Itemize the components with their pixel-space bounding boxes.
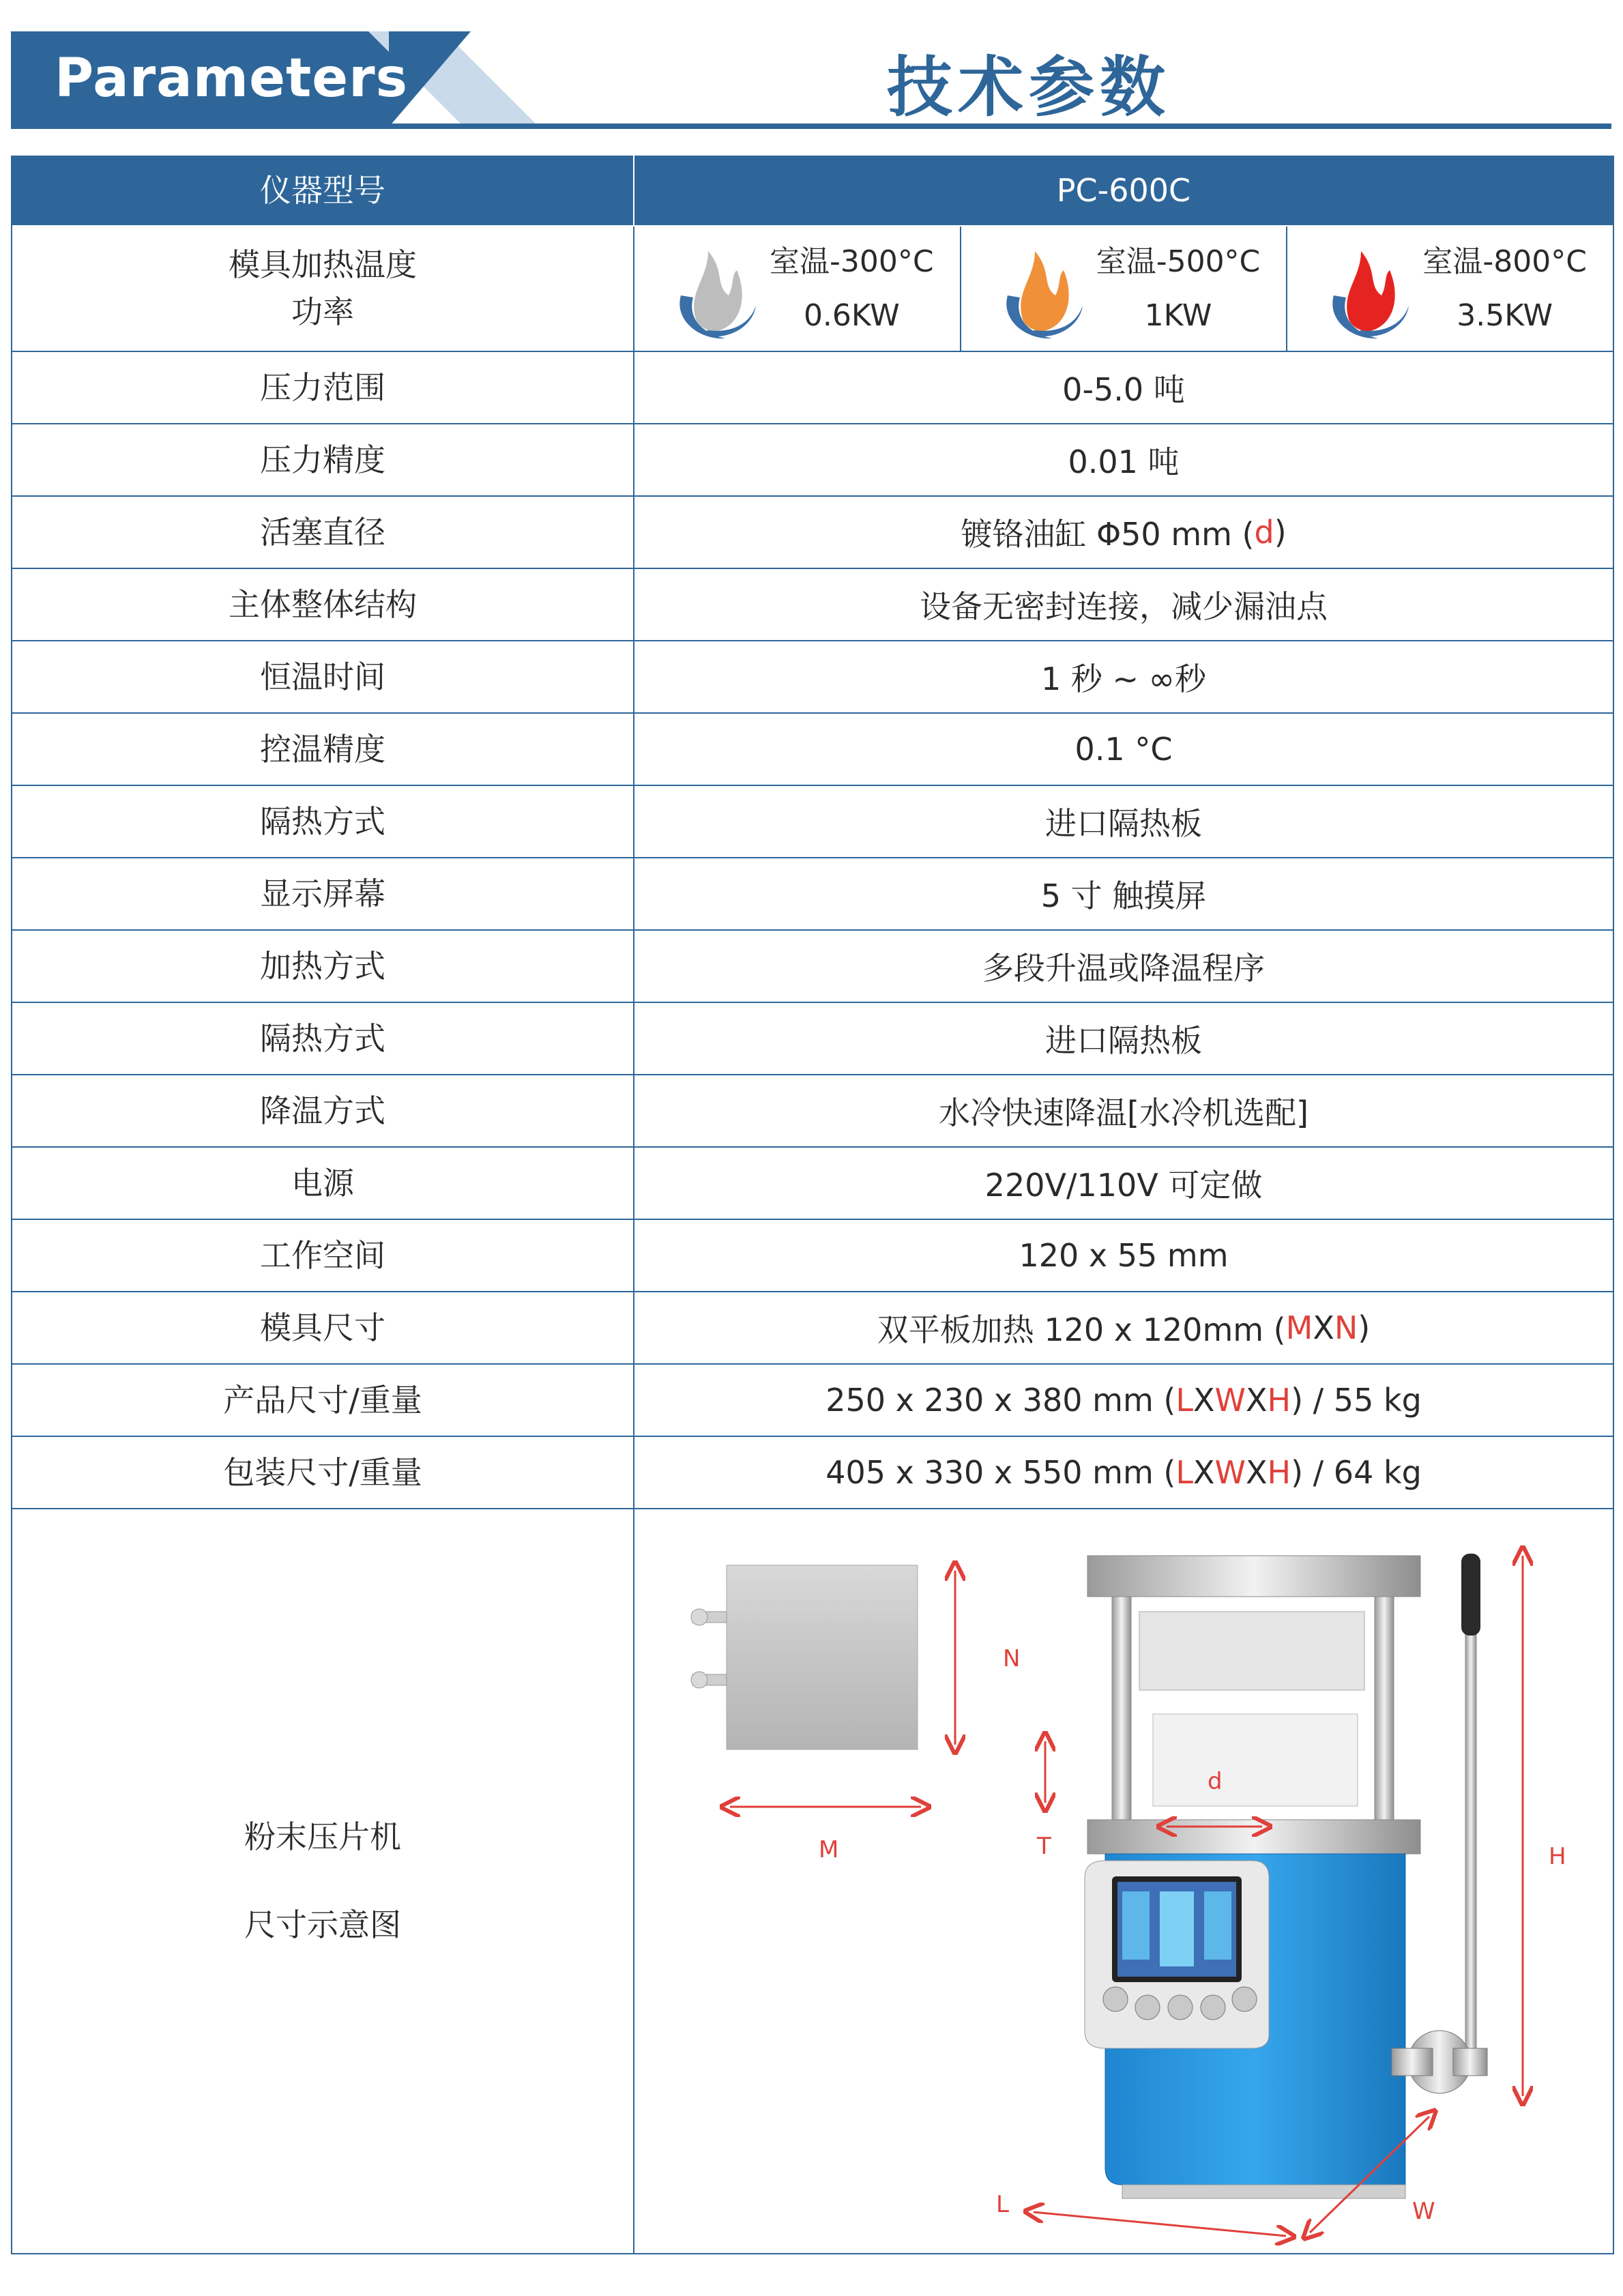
spec-value bbox=[634, 497, 1613, 568]
spec-label: 主体整体结构 bbox=[12, 569, 634, 640]
spec-value: 0.1 °C bbox=[1074, 731, 1173, 768]
spec-value: 220V/110V 可定做 bbox=[984, 1167, 1263, 1204]
spec-label: 模具尺寸 bbox=[12, 1292, 634, 1363]
spec-label: 隔热方式 bbox=[12, 786, 634, 857]
spec-label: 电源 bbox=[12, 1148, 634, 1219]
package-l-symbol: L bbox=[1175, 1454, 1193, 1491]
package-w-symbol: W bbox=[1214, 1454, 1246, 1491]
spec-value: 多段升温或降温程序 bbox=[982, 950, 1265, 987]
heating-option-3-power: 3.5KW bbox=[1457, 298, 1553, 333]
heating-option-1-power: 0.6KW bbox=[803, 298, 900, 333]
heating-option-3 bbox=[1287, 227, 1613, 351]
spec-value: 1 秒 ~ ∞秒 bbox=[1041, 660, 1206, 697]
table-row-product-size bbox=[12, 1365, 1613, 1437]
mold-x: X bbox=[1313, 1309, 1334, 1346]
spec-value: 进口隔热板 bbox=[1045, 1022, 1202, 1059]
dimension-figure-row bbox=[12, 1509, 1613, 2254]
dimension-label-m: M bbox=[819, 1836, 839, 1863]
piston-diameter-symbol: d bbox=[1254, 514, 1274, 551]
dimension-label-d: d bbox=[1208, 1768, 1223, 1795]
spec-label: 加热方式 bbox=[12, 931, 634, 1002]
dimension-label-h: H bbox=[1549, 1843, 1566, 1870]
figure-label-line1: 粉末压片机 bbox=[244, 1818, 401, 1855]
product-x: X bbox=[1246, 1382, 1268, 1419]
press-machine bbox=[1085, 1554, 1487, 2198]
table-header-row bbox=[12, 156, 1613, 227]
mold-m-symbol: M bbox=[1285, 1309, 1313, 1346]
package-weight: ) / 64 kg bbox=[1291, 1454, 1422, 1491]
table-row bbox=[12, 497, 1613, 569]
dimension-label-w: W bbox=[1412, 2198, 1435, 2225]
package-x: X bbox=[1193, 1454, 1215, 1491]
mold-n-symbol: N bbox=[1334, 1309, 1358, 1346]
product-l-symbol: L bbox=[1175, 1382, 1193, 1419]
spec-value: 进口隔热板 bbox=[1045, 805, 1202, 842]
dimension-arrow-l bbox=[1034, 2212, 1286, 2236]
spec-label: 隔热方式 bbox=[12, 1003, 634, 1074]
table-row bbox=[12, 858, 1613, 931]
model-label: 仪器型号 bbox=[12, 156, 634, 225]
piston-value-text: 镀铬油缸 Φ50 mm ( bbox=[961, 516, 1255, 553]
spec-value bbox=[634, 1437, 1613, 1508]
model-value: PC-600C bbox=[1056, 172, 1191, 209]
product-h-symbol: H bbox=[1267, 1382, 1291, 1419]
package-size-text: 405 x 330 x 550 mm ( bbox=[825, 1454, 1176, 1491]
spec-label: 显示屏幕 bbox=[12, 858, 634, 929]
table-row bbox=[12, 786, 1613, 858]
heating-option-3-temp: 室温-800°C bbox=[1422, 244, 1587, 279]
flame-icon bbox=[987, 231, 1090, 347]
package-h-symbol: H bbox=[1267, 1454, 1291, 1491]
page-header bbox=[0, 0, 1623, 136]
spec-label: 产品尺寸/重量 bbox=[12, 1365, 634, 1436]
spec-value bbox=[634, 1365, 1613, 1436]
spec-label: 恒温时间 bbox=[12, 641, 634, 712]
heating-label-line2: 功率 bbox=[291, 293, 354, 330]
table-row bbox=[12, 1075, 1613, 1148]
table-row bbox=[12, 569, 1613, 641]
heating-options bbox=[634, 227, 1613, 351]
piston-value-close: ) bbox=[1274, 514, 1287, 551]
spec-value: 120 x 55 mm bbox=[1019, 1237, 1229, 1274]
spec-value bbox=[634, 1292, 1613, 1363]
spec-label: 工作空间 bbox=[12, 1220, 634, 1291]
spec-value: 0.01 吨 bbox=[1068, 444, 1180, 480]
table-row bbox=[12, 424, 1613, 497]
product-w-symbol: W bbox=[1214, 1382, 1246, 1419]
spec-label: 活塞直径 bbox=[12, 497, 634, 568]
heating-label-line1: 模具加热温度 bbox=[229, 246, 417, 283]
spec-label: 降温方式 bbox=[12, 1075, 634, 1146]
header-rule bbox=[11, 123, 1611, 129]
product-x: X bbox=[1193, 1382, 1215, 1419]
heating-option-2 bbox=[961, 227, 1288, 351]
flame-icon bbox=[1313, 231, 1416, 347]
spec-value: 0-5.0 吨 bbox=[1062, 371, 1185, 408]
dimension-label-n: N bbox=[1003, 1645, 1021, 1672]
heating-row bbox=[12, 227, 1613, 352]
product-size-text: 250 x 230 x 380 mm ( bbox=[825, 1382, 1176, 1419]
spec-value: 设备无密封连接，减少漏油点 bbox=[920, 588, 1328, 625]
mold-close: ) bbox=[1358, 1309, 1371, 1346]
package-x: X bbox=[1246, 1454, 1268, 1491]
figure-label-line2: 尺寸示意图 bbox=[244, 1906, 401, 1943]
heating-option-1 bbox=[634, 227, 961, 351]
spec-value: 5 寸 触摸屏 bbox=[1040, 877, 1207, 914]
dimension-diagram bbox=[634, 1509, 1610, 2252]
mold-plate bbox=[691, 1565, 918, 1749]
table-row bbox=[12, 931, 1613, 1003]
spec-label: 压力精度 bbox=[12, 424, 634, 495]
spec-value: 水冷快速降温[水冷机选配] bbox=[939, 1094, 1308, 1131]
table-row bbox=[12, 352, 1613, 424]
flame-icon bbox=[660, 231, 763, 347]
title-english: Parameters bbox=[55, 48, 409, 109]
table-row bbox=[12, 1148, 1613, 1220]
table-row bbox=[12, 714, 1613, 786]
figure-area bbox=[634, 1509, 1613, 2253]
table-row bbox=[12, 1003, 1613, 1075]
product-weight: ) / 55 kg bbox=[1291, 1382, 1422, 1419]
table-row-package-size bbox=[12, 1437, 1613, 1509]
figure-label bbox=[12, 1509, 634, 2253]
table-row bbox=[12, 641, 1613, 714]
heating-option-1-temp: 室温-300°C bbox=[770, 244, 934, 279]
heating-option-2-power: 1KW bbox=[1144, 298, 1212, 333]
title-chinese: 技术参数 bbox=[887, 49, 1171, 126]
dimension-label-l: L bbox=[996, 2191, 1009, 2218]
heating-label bbox=[12, 227, 634, 351]
table-row-mold-size bbox=[12, 1292, 1613, 1365]
spec-table bbox=[11, 156, 1614, 2254]
dimension-label-t: T bbox=[1037, 1833, 1051, 1860]
mold-size-text: 双平板加热 120 x 120mm ( bbox=[877, 1311, 1286, 1348]
spec-label: 控温精度 bbox=[12, 714, 634, 785]
table-row bbox=[12, 1220, 1613, 1292]
heating-option-2-temp: 室温-500°C bbox=[1096, 244, 1261, 279]
spec-label: 包装尺寸/重量 bbox=[12, 1437, 634, 1508]
spec-label: 压力范围 bbox=[12, 352, 634, 423]
